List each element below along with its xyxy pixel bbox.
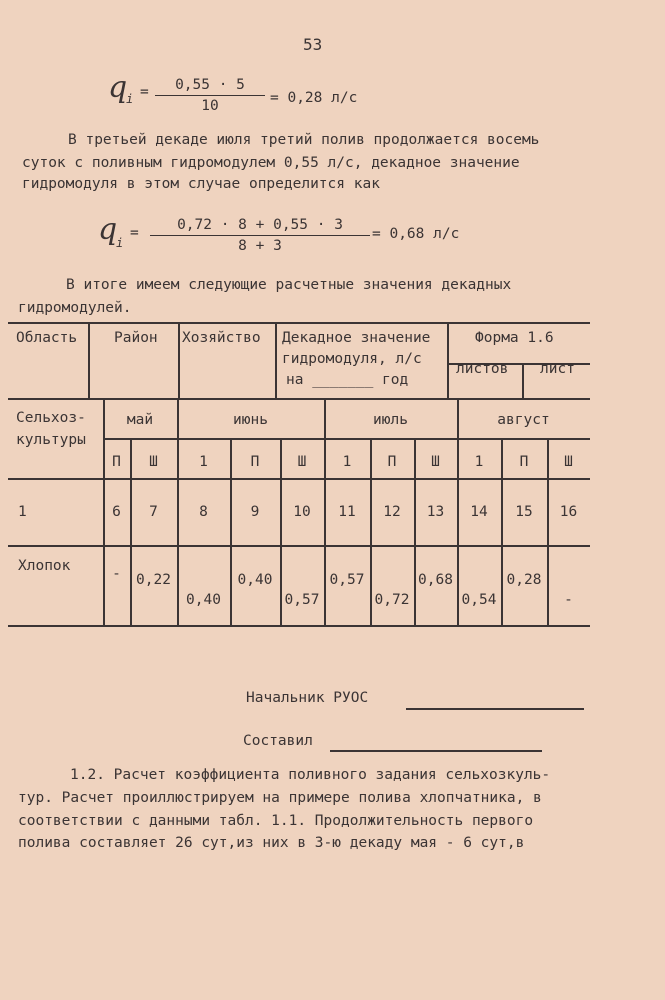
crop-name: Хлопок	[18, 558, 71, 574]
column-number: 7	[149, 504, 158, 520]
numerator: 0,55 · 5	[175, 77, 245, 93]
equals: =	[140, 84, 149, 100]
text-line: 1.2. Расчет коэффициента поливного задания сельхозкуль-	[70, 767, 551, 783]
hydromodule-value: 0,40	[186, 592, 221, 608]
month-july: июль	[373, 412, 408, 428]
column-number: 10	[293, 504, 311, 520]
compiled-signature-line	[330, 750, 542, 752]
q-subscript: i	[126, 92, 134, 106]
column-number: 1	[18, 504, 27, 520]
hydromodule-value: 0,22	[136, 572, 171, 588]
header-decade: Декадное значение	[282, 330, 431, 346]
page-number: 53	[303, 35, 323, 54]
text-line: В итоге имеем следующие расчетные значения декадных	[66, 277, 512, 293]
column-number: 13	[426, 504, 445, 520]
text-line: соответствии с данными табл. 1.1. Продолжительность первого	[18, 813, 534, 829]
decade-header: Ш	[297, 454, 307, 470]
column-number: 12	[383, 504, 401, 520]
header-decade: на _______ год	[286, 372, 409, 388]
decade-header: 1	[199, 454, 208, 470]
decade-header: П	[112, 454, 121, 470]
decade-header: П	[250, 454, 260, 470]
text-line: суток с поливным гидромодулем 0,55 л/с, декадное значение	[22, 155, 520, 171]
column-number: 14	[470, 504, 488, 520]
header-decade: гидромодуля, л/с	[282, 351, 422, 367]
chief-signature-line	[406, 708, 584, 710]
hydromodule-value: 0,72	[374, 592, 410, 608]
column-number: 9	[250, 504, 260, 520]
text-line: полива составляет 26 сут,из них в 3-ю декаду мая - 6 сут,в	[18, 835, 525, 851]
header-region: Область	[16, 330, 78, 346]
header-crops: культуры	[16, 432, 86, 448]
header-crops: Сельхоз-	[16, 410, 86, 426]
decade-header: 1	[474, 454, 484, 470]
hydromodule-value: 0,40	[237, 572, 273, 588]
compiled-label: Составил	[243, 733, 313, 749]
numerator: 0,72 · 8 + 0,55 · 3	[177, 217, 343, 233]
text-line: В третьей декаде июля третий полив продолжается восемь	[68, 132, 540, 148]
column-number: 11	[338, 504, 356, 520]
text-line: гидромодуля в этом случае определится как	[22, 176, 380, 192]
month-august: август	[497, 412, 550, 428]
fraction	[155, 77, 265, 114]
hydromodule-value: -	[112, 566, 121, 582]
hydromodule-value: -	[564, 592, 573, 608]
denominator: 10	[201, 98, 219, 114]
header-district: Район	[114, 330, 158, 346]
column-number: 15	[515, 504, 533, 520]
denominator: 8 + 3	[238, 238, 282, 254]
q-subscript: i	[116, 236, 124, 250]
decade-header: Ш	[431, 454, 440, 470]
result: = 0,28 л/с	[270, 90, 358, 106]
header-sheets: листов	[456, 361, 509, 377]
header-form: Форма 1.6	[475, 330, 554, 346]
text-line: гидромодулей.	[18, 300, 132, 316]
decade-header: Ш	[564, 454, 573, 470]
q-symbol: q	[108, 70, 128, 105]
header-sheet: лист	[540, 361, 575, 377]
chief-label: Начальник РУОС	[246, 690, 369, 706]
header-farm: Хозяйство	[182, 330, 261, 346]
column-number: 16	[559, 504, 578, 520]
text-line: тур. Расчет проиллюстрируем на примере полива хлопчатника, в	[18, 790, 542, 806]
column-number: 6	[112, 504, 121, 520]
decade-header: 1	[342, 454, 352, 470]
hydromodule-value: 0,28	[506, 572, 542, 588]
decade-header: П	[519, 454, 529, 470]
hydromodule-value: 0,54	[461, 592, 497, 608]
hydromodule-value: 0,57	[329, 572, 365, 588]
hydromodule-value: 0,57	[284, 592, 320, 608]
q-symbol: q	[98, 212, 118, 247]
fraction	[150, 217, 370, 254]
decade-header: Ш	[149, 454, 158, 470]
column-number: 8	[199, 504, 208, 520]
month-june: июнь	[233, 412, 268, 428]
hydromodule-value: 0,68	[418, 572, 453, 588]
month-may: май	[126, 412, 154, 428]
equals: =	[130, 225, 139, 241]
decade-header: П	[387, 454, 397, 470]
result: = 0,68 л/с	[372, 226, 460, 242]
